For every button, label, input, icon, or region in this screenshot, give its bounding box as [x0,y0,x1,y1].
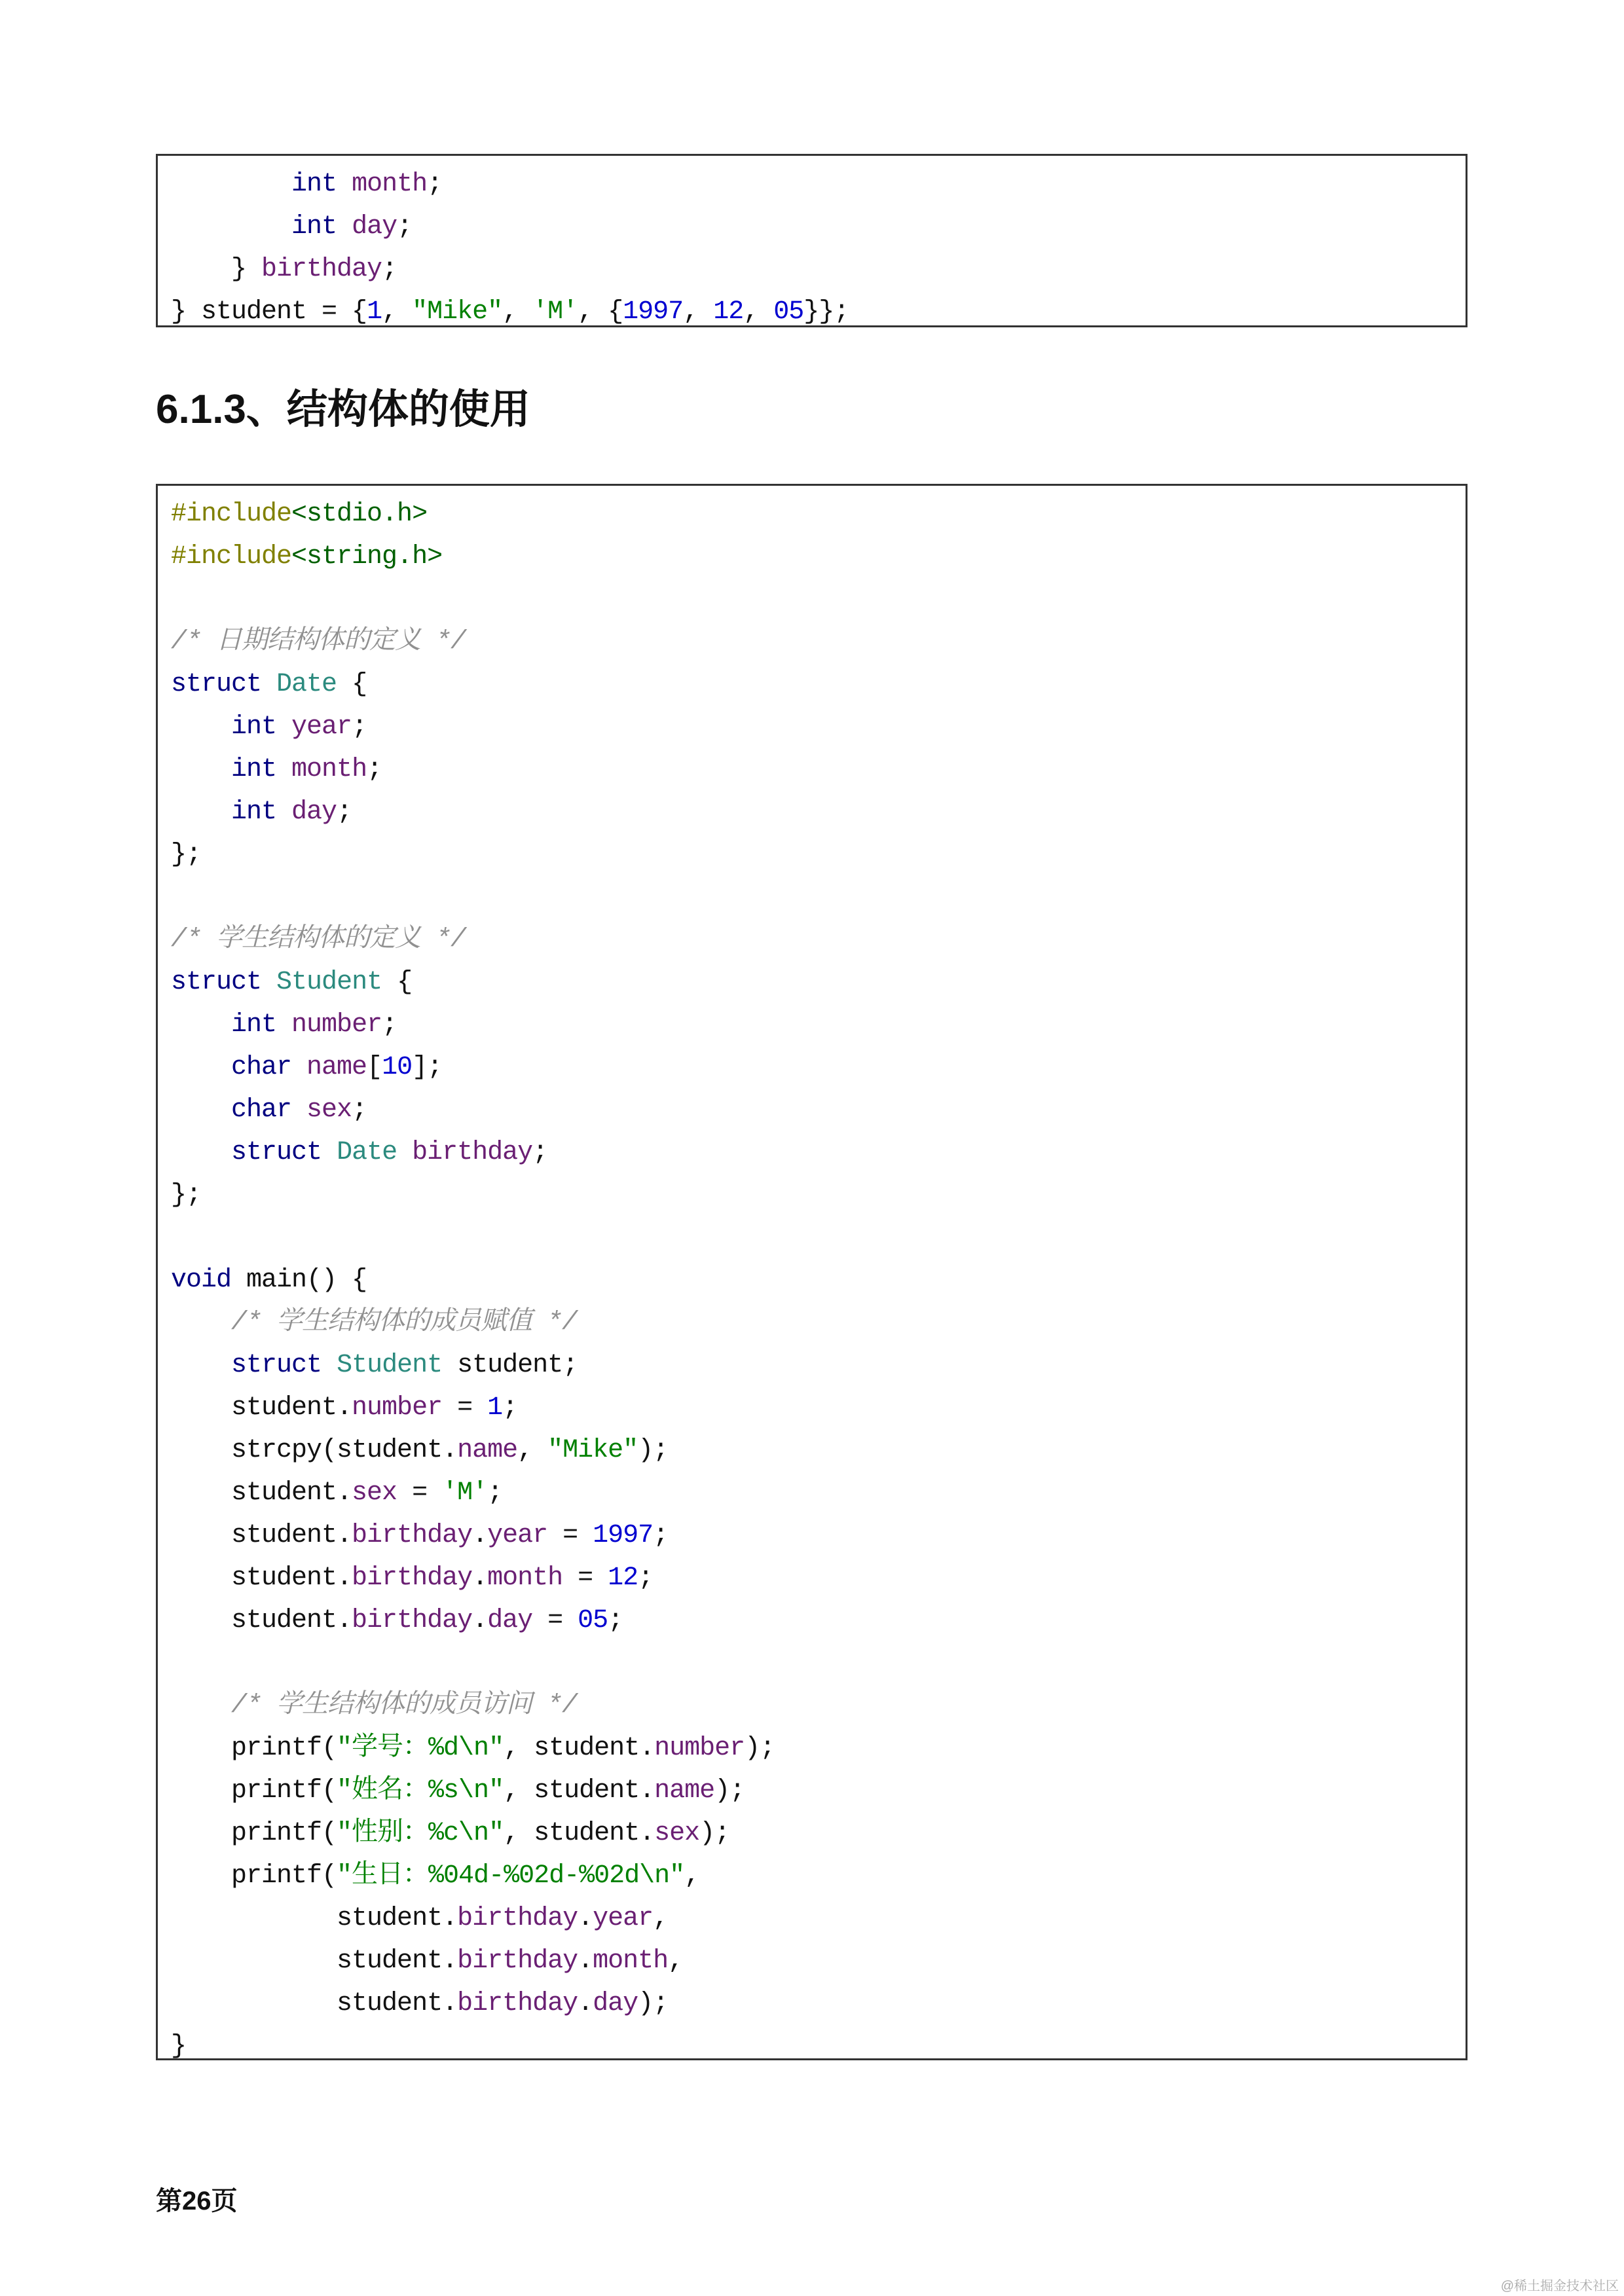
code-token: birthday [261,255,382,284]
code-line [171,1597,775,1640]
code-token: ; [367,755,382,784]
code-token: <string.h> [291,542,443,572]
code-line [171,1470,775,1512]
code-line [171,1214,775,1257]
code-token: . [578,1904,593,1933]
code-token: 12 [713,297,744,327]
code-token [171,1351,231,1380]
code-token: struct [231,1138,322,1167]
code-token: , [382,297,413,327]
code-line [171,746,775,789]
code-token: month [593,1946,669,1976]
code-token: year [487,1521,548,1550]
code-line [171,917,775,959]
code-token: int [231,1010,277,1040]
code-token: birthday [352,1563,473,1593]
code-token: ; [337,797,352,827]
code-line [171,619,775,661]
code-token [322,1351,337,1380]
code-token: ; [487,1478,503,1508]
code-line [171,1768,775,1810]
code-token: day [593,1989,638,2018]
code-token: char [231,1095,292,1125]
code-token: } [171,255,262,284]
code-token: sex [654,1819,700,1848]
code-line [171,1172,775,1214]
code-token: number [291,1010,382,1040]
code-token: student. [171,1521,352,1550]
code-line [171,1342,775,1385]
code-token: = [563,1563,608,1593]
code-token: birthday [352,1606,473,1635]
code-token: "姓名：%s\n" [337,1776,504,1806]
code-token: { [337,670,367,699]
code-token: ; [382,1010,397,1040]
code-token: printf( [171,1861,337,1891]
code-token: student. [171,1563,352,1593]
code-token [261,670,276,699]
code-token: 1 [487,1393,503,1423]
code-token: ; [352,712,367,742]
code-token: 1997 [623,297,684,327]
code-token [171,712,231,742]
code-token [261,968,276,997]
code-token: printf( [171,1819,337,1848]
code-token: ]; [412,1053,443,1082]
code-line [171,1980,775,2023]
code-token [322,1138,337,1167]
code-line [171,831,775,874]
code-token: ; [382,255,397,284]
code-line [171,1725,775,1768]
code-token: /* 学生结构体的定义 */ [171,925,466,955]
code-token: . [472,1563,488,1593]
code-token: student. [171,1904,458,1933]
code-token: ; [532,1138,548,1167]
code-token: strcpy(student. [171,1436,458,1465]
code-token [171,797,231,827]
code-token: "Mike" [547,1436,638,1465]
code-line [171,1129,775,1172]
code-token: /* 学生结构体的成员访问 */ [231,1691,578,1721]
code-token: name [457,1436,518,1465]
code-block-struct-usage [156,484,1467,2060]
code-token [171,1138,231,1167]
code-token: month [487,1563,563,1593]
code-line [171,1810,775,1853]
code-token: int [291,212,337,242]
code-token: number [352,1393,443,1423]
code-line [171,491,775,534]
code-token [171,1308,231,1338]
code-token: , [743,297,774,327]
code-line [171,1044,775,1087]
code-line [171,1512,775,1555]
code-token: . [472,1521,488,1550]
code-token: . [578,1946,593,1976]
page-number: 第26页 [156,2187,238,2215]
code-lines [171,161,849,331]
code-token [291,1053,306,1082]
code-line [171,1555,775,1597]
code-line [171,1895,775,1938]
code-token: , [517,1436,548,1465]
code-token: = [397,1478,443,1508]
code-line [171,1853,775,1895]
code-token: name [306,1053,367,1082]
code-token: ; [608,1606,623,1635]
code-token: Student [337,1351,443,1380]
code-line [171,246,849,289]
code-line [171,576,775,619]
code-token: day [487,1606,533,1635]
code-token [171,1010,231,1040]
code-token: month [291,755,367,784]
code-line [171,704,775,746]
code-token: student. [171,1393,352,1423]
code-token: struct [231,1351,322,1380]
code-token: , [502,297,533,327]
code-line [171,289,849,331]
code-line [171,1002,775,1044]
code-token: }; [171,1180,202,1210]
code-token: struct [171,670,262,699]
code-token: 1 [367,297,382,327]
code-line [171,789,775,831]
code-token: 05 [578,1606,608,1635]
code-token: /* 日期结构体的定义 */ [171,627,466,657]
code-token: }}; [803,297,849,327]
code-token [337,170,352,199]
code-token: ; [502,1393,518,1423]
code-token: , [653,1904,669,1933]
code-line [171,959,775,1002]
code-line [171,161,849,204]
code-token: 'M' [532,297,578,327]
code-token [291,1095,306,1125]
code-token: printf( [171,1776,337,1806]
code-token: sex [352,1478,397,1508]
code-token: 1997 [593,1521,654,1550]
code-token: char [231,1053,292,1082]
code-token [171,1095,231,1125]
watermark: @稀土掘金技术社区 [1500,2279,1619,2293]
code-token: "Mike" [412,297,503,327]
code-token: birthday [412,1138,533,1167]
code-token: Student [276,968,382,997]
code-token: , student. [504,1819,655,1848]
code-token: struct [171,968,262,997]
code-token: student. [171,1478,352,1508]
code-token: , student. [504,1734,655,1763]
code-line [171,1427,775,1470]
code-token: student. [171,1946,458,1976]
code-token [171,755,231,784]
code-token [276,712,291,742]
code-token [337,212,352,242]
code-token: } student = { [171,297,367,327]
code-token: 12 [608,1563,638,1593]
code-token: , [683,297,714,327]
code-token: } [171,2032,187,2061]
code-token: { [382,968,413,997]
code-token: birthday [457,1946,578,1976]
code-token [171,1053,231,1082]
code-line [171,1300,775,1342]
code-token: = [442,1393,488,1423]
code-line [171,2023,775,2066]
code-line [171,204,849,246]
code-token: 10 [382,1053,413,1082]
code-token [276,1010,291,1040]
code-token: 'M' [442,1478,488,1508]
code-token: #include [171,542,292,572]
code-token: , [684,1861,700,1891]
code-token: int [231,797,277,827]
code-token: "性别：%c\n" [337,1819,504,1848]
code-token: student; [442,1351,578,1380]
code-token: ); [638,1436,669,1465]
code-line [171,1640,775,1683]
code-line [171,1257,775,1300]
code-token: int [231,755,277,784]
code-token: year [593,1904,654,1933]
code-block-struct-init [156,154,1467,327]
code-token: student. [171,1989,458,2018]
code-token: , student. [504,1776,655,1806]
code-token [171,170,291,199]
code-token: Date [276,670,337,699]
code-line [171,1938,775,1980]
code-token: Date [337,1138,397,1167]
code-token: main() { [231,1266,367,1295]
code-lines [171,491,775,2066]
code-token [276,797,291,827]
code-token: number [654,1734,745,1763]
code-token: }; [171,840,202,869]
code-token [276,755,291,784]
code-token: , { [578,297,623,327]
code-token: [ [367,1053,382,1082]
code-token: birthday [457,1989,578,2018]
code-token: ; [638,1563,654,1593]
code-token: day [291,797,337,827]
code-token: "生日：%04d-%02d-%02d\n" [337,1861,685,1891]
code-token: ); [745,1734,775,1763]
code-token [397,1138,412,1167]
code-token: "学号：%d\n" [337,1734,504,1763]
code-token: . [578,1989,593,2018]
code-token: . [472,1606,488,1635]
code-token: ; [427,170,443,199]
code-token: ); [699,1819,730,1848]
code-token: day [352,212,397,242]
code-token: , [668,1946,684,1976]
code-token: birthday [352,1521,473,1550]
code-token: void [171,1266,232,1295]
code-token: student. [171,1606,352,1635]
code-line [171,534,775,576]
code-line [171,1087,775,1129]
section-heading: 6.1.3、结构体的使用 [156,387,530,432]
code-line [171,874,775,917]
code-token: ); [638,1989,669,2018]
code-token: ); [714,1776,745,1806]
code-token: name [654,1776,715,1806]
code-token [171,212,291,242]
code-token: /* 学生结构体的成员赋值 */ [231,1308,578,1338]
code-token: birthday [457,1904,578,1933]
code-token: ; [397,212,413,242]
code-token: year [291,712,352,742]
code-line [171,661,775,704]
code-token: <stdio.h> [291,500,428,529]
code-token: 05 [773,297,804,327]
code-token: month [352,170,428,199]
code-token: ; [653,1521,669,1550]
code-line [171,1683,775,1725]
code-token: int [291,170,337,199]
code-token: int [231,712,277,742]
code-token: = [547,1521,593,1550]
code-token: printf( [171,1734,337,1763]
code-line [171,1385,775,1427]
code-token: sex [306,1095,352,1125]
code-token [171,1691,231,1721]
code-token: ; [352,1095,367,1125]
code-token: #include [171,500,292,529]
code-token: = [532,1606,578,1635]
